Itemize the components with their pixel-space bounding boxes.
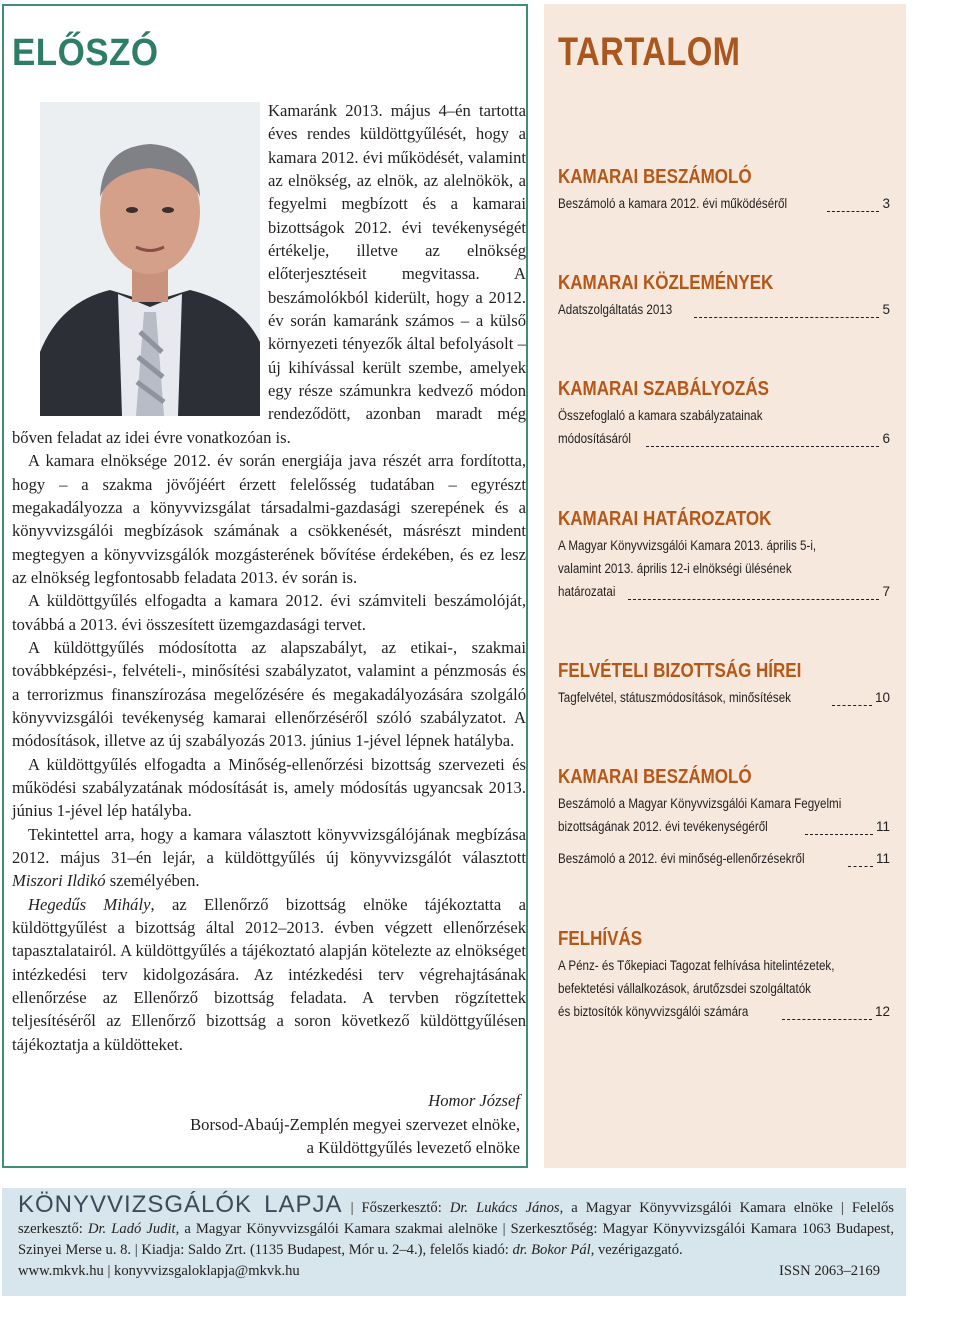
toc-entry-line: valamint 2013. április 12-i elnökségi ülésének	[558, 561, 792, 576]
toc-section-heading: KAMARAI BESZÁMOLÓ	[558, 166, 752, 188]
masthead-line: KÖNYVVIZSGÁLÓK LAPJA | Főszerkesztő: Dr. Lukács János, a Magyar Könyvvizsgálói Kamara elnöke | Felelős szerkesztő: Dr. Ladó Judit, a Magyar Könyvvizsgálói Kamara szakmai alelnöke | Szerkesztőség: Magyar Könyvvizsgálói Kamara 1063 Budapest, Szinyei Merse u. 8. | Kiadja: Saldo Zrt. (1135 Budapest, Mór u. 2–4.), felelős kiadó: dr. Bokor Pál, vezérigazgató.	[18, 1191, 895, 1258]
toc-leader	[827, 211, 879, 212]
foreword-title: ELŐSZÓ	[12, 32, 159, 74]
toc-entry-title: határozatai	[558, 584, 616, 599]
editorial-office: Szerkesztőség: Magyar Könyvvizsgálói Kamara 1063 Budapest, Szinyei Merse u. 8.	[18, 1221, 895, 1258]
toc-leader	[782, 1019, 872, 1020]
toc-entry-title: módosításáról	[558, 431, 631, 446]
toc-leader	[848, 866, 873, 867]
toc-title: TARTALOM	[558, 30, 741, 74]
issn: ISSN 2063–2169	[779, 1263, 880, 1279]
journal-logo: KÖNYVVIZSGÁLÓK LAPJA	[18, 1191, 343, 1218]
toc-entry-link[interactable]	[558, 815, 890, 838]
toc-section	[558, 272, 898, 321]
toc-leader	[694, 317, 880, 318]
toc-leader	[805, 834, 873, 835]
toc-page-number: 6	[882, 431, 890, 446]
signature-role: a Küldöttgyűlés levezető elnöke	[306, 1138, 520, 1157]
masthead-imprint	[2, 1188, 906, 1296]
foreword-paragraph: A küldöttgyűlés elfogadta a kamara 2012. évi számviteli beszámolóját, továbbá a 2013. évi összesített üzemgazdasági tervet.	[12, 591, 526, 634]
table-of-contents	[544, 4, 906, 1168]
website-link[interactable]: www.mkvk.hu	[18, 1263, 104, 1279]
toc-page-number: 7	[882, 584, 890, 599]
separator: |	[502, 1221, 511, 1237]
responsible-editor-name: Dr. Ladó Judit	[87, 1221, 176, 1237]
foreword-body	[12, 99, 526, 1056]
toc-entry-line: Összefoglaló a kamara szabályzatainak	[558, 408, 763, 423]
separator: |	[840, 1200, 852, 1216]
toc-section	[558, 766, 898, 870]
toc-entry-link[interactable]	[558, 298, 890, 321]
toc-entry-title: Beszámoló a 2012. évi minőség-ellenőrzésekről	[558, 851, 805, 866]
publisher-name: dr. Bokor Pál	[512, 1242, 591, 1258]
foreword-paragraph: A küldöttgyűlés elfogadta a Minőség-ellenőrzési bizottság szervezeti és működési szabályzatának módosítását is, amely módosítás ugyancsak 2013. június 1-jével lép hatályba.	[12, 754, 526, 821]
toc-section-heading: FELHÍVÁS	[558, 928, 643, 950]
foreword-paragraph: A kamara elnöksége 2012. év során energiája java részét arra fordította, hogy – a szakma jövőjéért érzett felelősség tudatában – egyrészt megakadályozza a könyvvizsgálat társadalmi-gazdasági szerepének és a könyvvizsgálói megbízások számának a csökkenését, másrészt mindent megtegyen a könyvvizsgálók mozgásterének bővítése érdekében, és ez lesz az elnökség legfontosabb feladata 2013. év során is.	[12, 451, 526, 587]
toc-section	[558, 928, 898, 1023]
toc-entry-title: és biztosítók könyvvizsgálói számára	[558, 1004, 749, 1019]
toc-section-heading: FELVÉTELI BIZOTTSÁG HÍREI	[558, 660, 802, 682]
foreword-paragraph: Tekintettel arra, hogy a kamara választott könyvvizsgálójának megbízása 2012. május 31–én lejár, a küldöttgyűlés új könyvvizsgálót választott Miszori Ildikó személyében.	[12, 824, 526, 891]
toc-section	[558, 378, 898, 450]
editor-name: Dr. Lukács János	[449, 1200, 560, 1216]
foreword-paragraph: Hegedűs Mihály, az Ellenőrző bizottság elnöke tájékoztatta a küldöttgyűlést a bizottság által 2012–2013. évben végzett ellenőrzések tapasztalatairól. A küldöttgyűlés a tájékoztató alapján kötelezte az elnökséget intézkedési terv kidolgozására. Az intézkedési terv végrehajtásának ellenőrzése az Ellenőrző bizottság feladata. A tervben rögzítettek teljesítéséről az Ellenőrző bizottság a soron következő küldöttgyűlésen tájékoztatja a küldötteket.	[12, 894, 526, 1054]
toc-entry-link[interactable]	[558, 192, 890, 215]
toc-entry-title: Beszámoló a kamara 2012. évi működéséről	[558, 196, 788, 211]
toc-entry-link[interactable]	[558, 686, 890, 709]
toc-section-heading: KAMARAI KÖZLEMÉNYEK	[558, 272, 774, 294]
toc-entry-link[interactable]	[558, 1000, 890, 1023]
masthead-contact-line: www.mkvk.hu | konyvvizsgaloklapja@mkvk.hu ISSN 2063–2169	[18, 1261, 894, 1282]
signature-block	[190, 1089, 520, 1160]
toc-entry-line: A Magyar Könyvvizsgálói Kamara 2013. április 5-i,	[558, 538, 817, 553]
separator: |	[134, 1242, 142, 1258]
separator: |	[350, 1200, 362, 1216]
signature-title: Borsod-Abaúj-Zemplén megyei szervezet elnöke,	[190, 1114, 520, 1134]
toc-entry-title: Adatszolgáltatás 2013	[558, 302, 673, 317]
toc-page-number: 11	[875, 851, 890, 866]
toc-page-number: 10	[874, 690, 890, 705]
toc-entry-line: befektetési vállalkozások, árutőzsdei szolgáltatók	[558, 981, 811, 996]
toc-leader	[628, 599, 880, 600]
foreword-paragraph: Kamaránk 2013. május 4–én tartotta éves rendes küldöttgyűlését, hogy a kamara 2012. évi működését, valamint az elnökség, az elnök, az alelnökök, a fegyelmi megbízott és a kamarai bizottságok 2012. évi tevékenységét értékelje, illetve az elnökség előterjesztéseit megvitassa. A beszámolókból kiderült, hogy a 2012. év során kamaránk számos – a külső környezeti tényezők által befolyásolt – új kihívással került szembe, amelyek egy része számunkra kedvező módon rendeződött, azonban maradt még bőven feladat az idei évre vonatkozóan is.	[12, 101, 526, 447]
toc-section-heading: KAMARAI SZABÁLYOZÁS	[558, 378, 769, 400]
toc-page-number: 3	[882, 196, 890, 211]
email-link[interactable]: konyvvizsgaloklapja@mkvk.hu	[114, 1263, 300, 1279]
chairman-name: Hegedűs Mihály	[28, 894, 151, 914]
toc-entry-title: Tagfelvétel, státuszmódosítások, minősítések	[558, 690, 791, 705]
toc-entry-link[interactable]	[558, 580, 890, 603]
toc-section	[558, 166, 898, 215]
foreword-panel	[2, 4, 528, 1168]
toc-page-number: 11	[875, 819, 890, 834]
toc-entry-link[interactable]	[558, 847, 890, 870]
auditor-name: Miszori Ildikó	[12, 871, 106, 891]
toc-entry-line: A Pénz- és Tőkepiaci Tagozat felhívása hitelintézetek,	[558, 958, 835, 973]
toc-leader	[646, 446, 880, 447]
toc-entry-link[interactable]	[558, 427, 890, 450]
signature-name: Homor József	[428, 1091, 520, 1110]
toc-page-number: 12	[874, 1004, 890, 1019]
toc-section	[558, 508, 898, 603]
toc-section	[558, 660, 898, 709]
toc-entry-line: Beszámoló a Magyar Könyvvizsgálói Kamara Fegyelmi	[558, 796, 842, 811]
toc-section-heading: KAMARAI BESZÁMOLÓ	[558, 766, 752, 788]
toc-leader	[832, 705, 872, 706]
toc-page-number: 5	[882, 302, 890, 317]
toc-entry-title: bizottságának 2012. évi tevékenységéről	[558, 819, 768, 834]
foreword-paragraph: A küldöttgyűlés módosította az alapszabályt, az etikai-, szakmai továbbképzési-, felvételi-, minősítési szabályzatot, valamint a pénzmosás és a terrorizmus finanszírozása megelőzésére és megakadályozására szolgáló könyvvizsgálói tevékenység kamarai ellenőrzéséről szóló szabályzatot. A módosítások, illetve az új szabályozás 2013. június 1-jével lépnek hatályba.	[12, 637, 526, 751]
toc-section-heading: KAMARAI HATÁROZATOK	[558, 508, 772, 530]
